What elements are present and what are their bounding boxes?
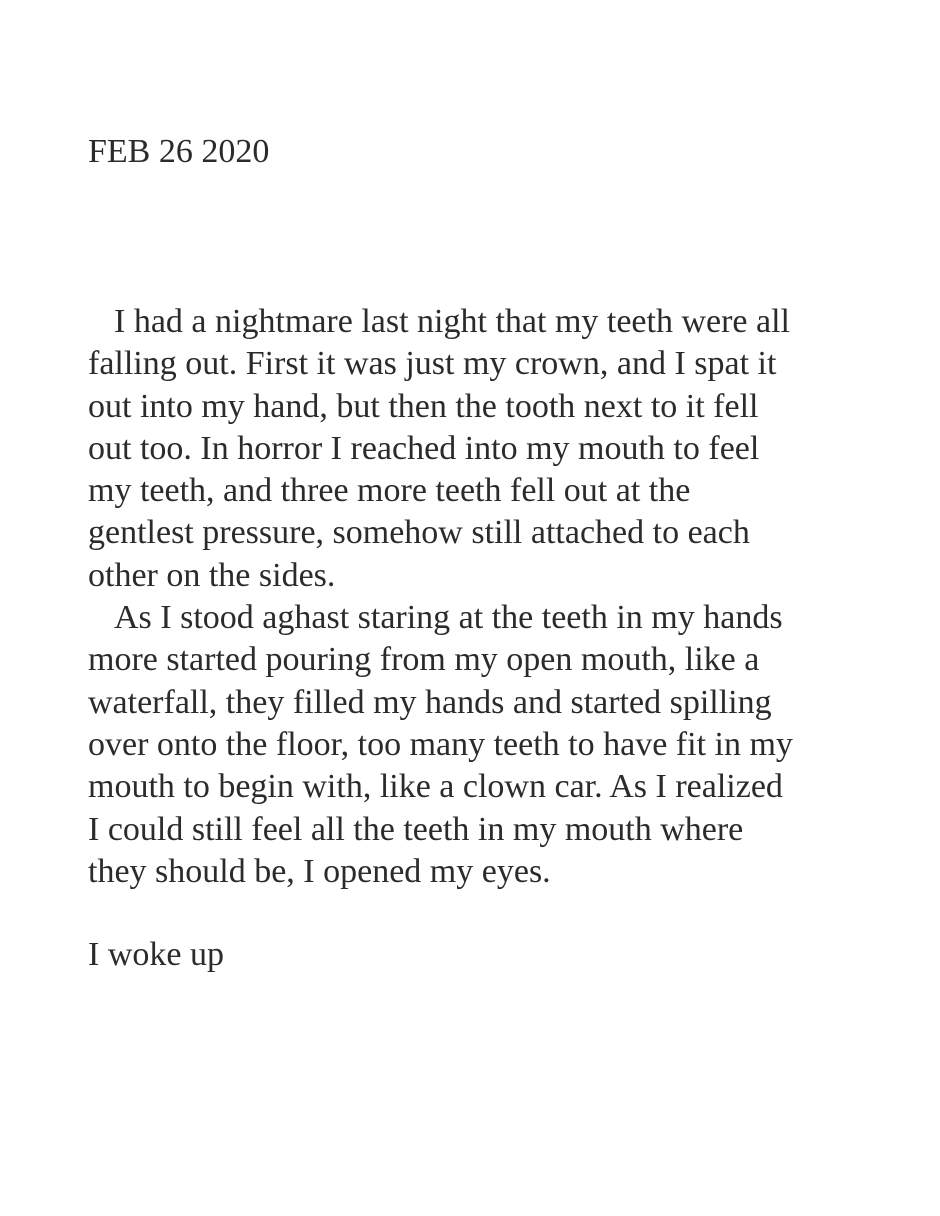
text-line: they should be, I opened my eyes.	[88, 852, 551, 890]
text-line: out into my hand, but then the tooth next to it fell	[88, 387, 759, 425]
text-line: As I stood aghast staring at the teeth in my hands	[114, 599, 783, 637]
text-line: out too. In horror I reached into my mouth to feel	[88, 429, 760, 467]
text-line: more started pouring from my open mouth, like a	[88, 641, 760, 679]
text-line: I could still feel all the teeth in my mouth where	[88, 810, 744, 848]
text-line: my teeth, and three more teeth fell out at the	[88, 472, 691, 510]
entry-date: FEB 26 2020	[88, 133, 270, 170]
text-line: other on the sides.	[88, 556, 336, 594]
text-line: falling out. First it was just my crown, and I spat it	[88, 345, 777, 383]
paragraph-2	[88, 597, 868, 893]
closing-line: I woke up	[88, 936, 224, 973]
entry-body	[88, 301, 868, 893]
text-line: over onto the floor, too many teeth to have fit in my	[88, 725, 793, 763]
text-line: waterfall, they filled my hands and started spilling	[88, 683, 772, 721]
paragraph-1	[88, 301, 868, 597]
text-line: mouth to begin with, like a clown car. As I realized	[88, 768, 783, 806]
text-line: I had a nightmare last night that my teeth were all	[114, 303, 790, 340]
text-line: gentlest pressure, somehow still attached to each	[88, 514, 750, 552]
